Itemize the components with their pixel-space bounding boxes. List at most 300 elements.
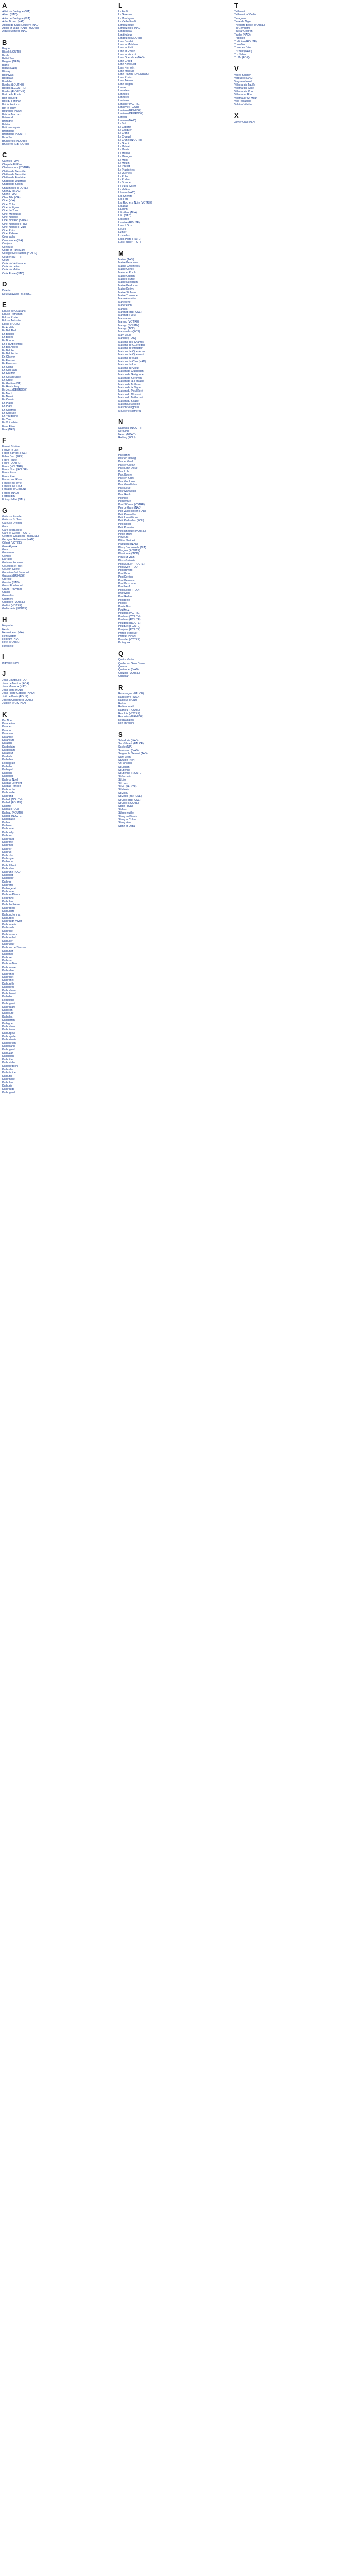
street-link[interactable]: Radérannnel [118,705,134,709]
street-link[interactable]: Karbouchonnat [2,913,21,917]
street-link[interactable]: Jean Couttoult (TOD) [2,679,28,682]
street-link[interactable]: Gorraine [2,558,13,562]
street-link[interactable]: Karbran [2,834,12,838]
street-link[interactable]: St Ulbo (BRHUSE) [118,798,141,802]
street-link[interactable]: Villemarais Jaoffe [234,83,255,87]
street-link[interactable]: Le Mérogue [118,155,132,159]
street-link[interactable]: Gare St Gueïle (FOUTE) [2,531,32,535]
street-link[interactable]: Maresanne [118,317,131,320]
street-link[interactable]: Karbul Pont [2,863,16,867]
street-link[interactable]: Lann Guervène (NAD) [118,56,145,60]
street-link[interactable]: Trevel en Brieu [234,46,252,50]
street-link[interactable]: En Fluisant [2,359,15,362]
street-link[interactable]: Fauvet Bridère [2,445,20,449]
street-link[interactable]: St Elouan [118,765,130,769]
street-link[interactable]: Grabant (BRHUSE) [2,574,26,578]
street-link[interactable]: Karbruleur [2,943,15,946]
street-link[interactable]: Karburgell [2,917,14,920]
street-link[interactable]: Maison du Scacel [118,399,139,403]
street-link[interactable]: Karbulier [2,939,13,943]
street-link[interactable]: Écluse Traktobe [2,319,22,323]
street-link[interactable]: Parc er Grall [118,460,134,464]
street-link[interactable]: Karbitat [2,804,11,808]
street-link[interactable]: Lann Groed [118,59,132,63]
street-link[interactable]: Marego (VOTRE) [118,320,139,324]
street-link[interactable]: La Forêt [118,10,128,13]
street-link[interactable]: Fontaine (VERTEN) [2,488,26,492]
street-link[interactable]: Jean Mont (NAD) [2,688,23,692]
street-link[interactable]: Maéne Grosflédou [118,264,140,268]
street-link[interactable]: Le Rohic [118,175,129,178]
street-link[interactable]: Lann er Mafrheun [118,43,139,46]
street-link[interactable]: Georges Galasseal (BRHUSE) [2,535,39,538]
street-link[interactable]: Sacée (NIA) [118,745,133,749]
street-link[interactable]: En Gratei [2,379,13,382]
street-link[interactable]: Ville Rallaoule [234,99,251,103]
street-link[interactable]: Fabre Haute [2,458,17,462]
street-link[interactable]: Les Chérets [118,194,132,198]
street-link[interactable]: Plurvinone (TOD) [118,552,139,556]
street-link[interactable]: Karbibilon [2,1055,14,1058]
street-link[interactable]: En Glisiver [2,355,15,359]
street-link[interactable]: Le Bot [118,122,126,126]
street-link[interactable]: Quinbilar [118,675,129,679]
street-link[interactable]: Basile [2,54,10,57]
street-link[interactable]: Lansévie (TOUR) [118,106,139,109]
street-link[interactable]: En Fin Abel Mont [2,342,23,346]
street-link[interactable]: Maison de Guerlédan [118,370,144,374]
street-link[interactable]: Nérouinic [118,430,129,433]
street-link[interactable]: Gomarmon [2,551,15,555]
street-link[interactable]: Maéré St Jean [118,291,136,294]
street-link[interactable]: Petit Rolles [118,522,132,526]
street-link[interactable]: Karbelles [2,758,13,762]
street-link[interactable]: Moustérie Kemerez [118,409,141,413]
street-link[interactable]: Le Mont [118,158,128,162]
street-link[interactable]: Coate et Parc Mare [2,249,25,252]
street-link[interactable]: Reszaudales [118,718,134,722]
street-link[interactable]: Nakowski (NOUTH) [118,427,142,430]
street-link[interactable]: Poulbars (VOTRE) [118,612,141,615]
street-link[interactable]: Jean Le Mettrer (ROA) [2,682,29,685]
street-link[interactable]: Karbalec [2,1015,13,1019]
street-link[interactable]: Lantiern (BRHUSE) [118,109,142,112]
street-link[interactable]: Karbrior [2,847,12,851]
street-link[interactable]: Sabadurie (NAD) [118,739,139,742]
street-link[interactable]: Gomo [2,548,10,551]
street-link[interactable]: Châtea de Bérouilté [2,173,26,177]
street-link[interactable]: Poulpine (ROUTE) [118,628,141,632]
street-link[interactable]: Lann Kerhoët [118,66,135,70]
street-link[interactable]: Karbibiffon [2,1019,15,1022]
street-link[interactable]: Karbucham [2,989,16,992]
street-link[interactable]: Landérneau [118,30,132,33]
street-link[interactable]: Pont Noble (TOD) [118,588,140,592]
street-link[interactable]: Karbuiteau [2,1028,15,1032]
street-link[interactable]: Vallée Saithen [234,73,252,77]
street-link[interactable]: Mannes [118,307,128,311]
street-link[interactable]: Karbiheur [2,877,14,880]
street-link[interactable]: Haquette [2,624,13,628]
street-link[interactable]: Maresnelas (FOS) [118,330,140,334]
street-link[interactable]: Maéré Trevoudec [118,294,139,298]
street-link[interactable]: Karbroude [2,1088,15,1091]
street-link[interactable]: Cinel le Pignon [2,206,20,209]
street-link[interactable]: Cours [2,259,9,262]
street-link[interactable]: Karbiourc [2,860,14,864]
street-link[interactable]: Plurguer (ROUTE) [118,549,140,552]
street-link[interactable]: Église (FOLIO) [2,323,20,326]
street-link[interactable]: Karbidi (FOUTE) [2,801,22,805]
street-link[interactable]: Maéré Kuélloum [118,281,138,284]
street-link[interactable]: St Donatien [118,762,132,766]
street-link[interactable]: Stang an Biavin [118,815,137,818]
street-link[interactable]: Rodilag (FOU) [118,436,136,440]
street-link[interactable]: Karbréard [2,837,14,841]
street-link[interactable]: Lucs Hulitier (FOT) [118,241,141,244]
street-link[interactable]: Gratiel [2,590,10,594]
street-link[interactable]: Lannec [118,86,127,89]
street-link[interactable]: Pont Kruscane [118,582,136,585]
street-link[interactable]: Châteu de Quatrans [2,179,26,183]
street-link[interactable]: St Méen (BRHUSE) [118,795,142,799]
street-link[interactable]: Lizimelles [118,234,130,238]
street-link[interactable]: Pen Le Garn (NAD) [118,506,142,510]
street-link[interactable]: Brémond [2,116,13,120]
street-link[interactable]: Cinel Ménoussé [2,212,22,216]
street-link[interactable]: Varguero Nord [234,80,252,83]
street-link[interactable]: Brunderies (NOUTH) [2,139,27,143]
street-link[interactable]: Lann er Pialt [118,46,134,50]
street-link[interactable]: Karbrogeol [2,906,15,910]
street-link[interactable]: Karbourne [2,986,15,989]
street-link[interactable]: Le Vieux Gaint [118,184,136,188]
street-link[interactable]: Marlière (TOD) [118,337,136,341]
street-link[interactable]: Deül Sauvage (BRHUSE) [2,292,33,296]
street-link[interactable]: Sambrano (NAD) [118,749,139,752]
street-link[interactable]: Le Cosquer [118,129,132,132]
street-link[interactable]: Grand Fouémond [2,584,23,588]
street-link[interactable]: Gole Algreux [2,545,18,548]
street-link[interactable]: En Bel Aldeg [2,346,18,349]
street-link[interactable]: Kardiath [2,755,12,758]
street-link[interactable]: Karbroc [2,880,12,884]
street-link[interactable]: Karbuciche [2,1061,15,1065]
street-link[interactable]: Karbulan [2,900,13,904]
street-link[interactable]: Fauvet le Lait [2,448,19,452]
street-link[interactable]: Stang Veiel [118,821,132,825]
street-link[interactable]: Croix de Letter [2,265,20,268]
street-link[interactable]: Cinel Le Tour [2,209,18,213]
street-link[interactable]: Maisons de Guerlédan [118,343,145,347]
street-link[interactable]: En Gloi Sain [2,368,17,372]
street-link[interactable]: Cinel Nouelle [2,216,18,219]
street-link[interactable]: Karbidiaise [2,818,15,821]
street-link[interactable]: Traneffrol [234,43,245,46]
street-link[interactable]: Écluse de Quatrans [2,309,26,313]
street-link[interactable]: Enai (NAT) [2,428,15,431]
street-link[interactable]: Quatre Vents [118,658,134,662]
street-link[interactable]: Karbrelec [2,1067,14,1071]
street-link[interactable]: Pont St Vran (VOTRE) [118,503,145,506]
street-link[interactable]: Chaumelles (FOUTE) [2,186,28,190]
street-link[interactable]: Karbiat (TOD) [2,808,19,811]
street-link[interactable]: Cinel Ridiese [2,232,18,236]
street-link[interactable]: Dalerie [2,289,11,293]
street-link[interactable]: Petite Trairs [118,533,132,536]
street-link[interactable]: Fénelle et Ferrie [2,481,22,485]
street-link[interactable]: Écluse Roule [2,316,18,319]
street-link[interactable]: En Plare [2,405,12,409]
street-link[interactable]: Maéne (TAS) [118,258,134,261]
street-link[interactable]: Ron en Venn [118,722,134,725]
street-link[interactable]: Karbrigarat [2,1002,15,1006]
street-link[interactable]: Maine et Roch [118,271,136,275]
street-link[interactable]: Tu Mc (FOE) [234,56,250,60]
street-link[interactable]: Grand Trouvrand [2,587,23,591]
street-link[interactable]: Maisons de Moustoir [118,347,143,350]
street-link[interactable]: Bribéau [2,123,11,126]
street-link[interactable]: Brombaud [2,129,14,133]
street-link[interactable]: Brun Sa [2,136,12,140]
street-link[interactable]: Karbune de Sermon [2,946,26,950]
street-link[interactable]: Kardiac Lermont [2,782,22,785]
street-link[interactable]: Taillecoat [234,10,245,13]
street-link[interactable]: Le Vollèse [118,188,130,192]
street-link[interactable]: Faure Porte [2,471,16,475]
street-link[interactable]: Karbolland [2,1045,15,1048]
street-link[interactable]: Pont Bévéro [118,569,133,572]
street-link[interactable]: Louis Porte (TOTE) [118,237,141,241]
street-link[interactable]: Kardeclaire [2,749,16,752]
street-link[interactable]: Karbidi (NOUTE) [2,814,23,818]
street-link[interactable]: Guerrière [2,597,13,601]
street-link[interactable]: Faure Étret [2,474,15,478]
street-link[interactable]: Radde [118,702,126,705]
street-link[interactable]: Lann Bourlet [118,40,134,43]
street-link[interactable]: Châtea de Bérouillé [2,170,26,173]
street-link[interactable]: Karbrimel [2,841,14,844]
street-link[interactable]: Maisons de Salis [118,357,139,360]
street-link[interactable]: Villemauur St Maur [234,96,257,100]
street-link[interactable]: Le Querteis [118,172,132,175]
street-link[interactable]: Pont Rollan [118,595,132,599]
street-link[interactable]: Villemarais Scilé [234,87,254,90]
street-link[interactable]: Stanh er Ostai [118,824,136,828]
street-link[interactable]: Taillecoat la Vieille [234,13,256,17]
street-link[interactable]: Conjeau [2,242,12,246]
street-link[interactable]: Pen Vallec Milleri (TAD) [118,510,146,513]
street-link[interactable]: Bâsol (NOUTH) [2,50,21,54]
street-link[interactable]: Manégéne [118,300,131,304]
street-link[interactable]: Karbian [2,821,11,824]
street-link[interactable]: Poulbars (YOUTH) [118,615,141,618]
street-link[interactable]: En Bel Perrin [2,352,18,355]
street-link[interactable]: Karbidiol [2,995,13,999]
street-link[interactable]: Kardeclaire [2,745,16,749]
street-link[interactable]: Lantiern (DEBROSE) [118,112,144,116]
street-link[interactable]: Karabetian [2,722,15,725]
street-link[interactable]: Rabestorre (NAD) [118,696,140,699]
street-link[interactable]: Pont Neuf [118,585,130,589]
street-link[interactable]: Lézean (NAD) [118,191,135,195]
street-link[interactable]: Lann Ziegon [118,82,133,86]
street-link[interactable]: Maison du Taillecourt [118,396,143,400]
street-link[interactable]: Maison du Moustoir [118,393,142,396]
street-link[interactable]: Bordes (ECOUTHE) [2,87,26,90]
street-link[interactable]: Pont Kermeur [118,579,135,582]
street-link[interactable]: Xavier Grall (NIA) [234,120,255,124]
street-link[interactable]: Lambézellec (NAD) [118,26,141,30]
street-link[interactable]: Karbutel [2,1074,12,1078]
street-link[interactable]: Karbrehel [2,979,14,982]
street-link[interactable]: Maison Saugoiun [118,406,139,410]
street-link[interactable]: Bergers (NAD) [2,60,20,64]
street-link[interactable]: Commande (NIA) [2,239,23,242]
street-link[interactable]: Théodore Botrel (VOTRE) [234,23,265,27]
street-link[interactable]: Karbonel [2,953,13,956]
street-link[interactable]: Plitter Sheidet [118,539,135,543]
street-link[interactable]: Karbrouard [2,1005,15,1009]
street-link[interactable]: St Germain [118,775,132,778]
street-link[interactable]: Maéré Kerdoren [118,284,138,287]
street-link[interactable]: Parc Bonnel [118,473,133,477]
street-link[interactable]: Plous St Vran [118,555,135,559]
street-link[interactable]: Pont Brun [118,572,130,575]
street-link[interactable]: Karbrionhel [2,936,16,940]
street-link[interactable]: Poulikeuz [118,608,130,612]
street-link[interactable]: Comhaules [2,235,16,239]
street-link[interactable]: Parc Loh [118,470,129,473]
street-link[interactable]: Écluse Remanon [2,313,23,316]
street-link[interactable]: Pleveunt [118,536,129,539]
street-link[interactable]: Ravoluis (VOTRE) [118,712,140,715]
street-link[interactable]: Stérenneville [118,811,134,815]
street-link[interactable]: Lieues [118,227,126,231]
street-link[interactable]: Karbran Ploeur [2,893,20,897]
street-link[interactable]: Karbugwel [2,1048,15,1052]
street-link[interactable]: Croix Fonte (NAD) [2,272,24,275]
street-link[interactable]: Landinaleuc [118,33,132,37]
street-link[interactable]: Acier de Bretagne (VIA) [2,16,30,20]
street-link[interactable]: Briticompagnie [2,126,20,130]
street-link[interactable]: En Gourbin [2,372,16,376]
street-link[interactable]: Quetaouel (NAD) [118,668,139,672]
street-link[interactable]: Maisons du Vieux [118,366,139,370]
street-link[interactable]: Maison du Poul Kéré [118,389,143,393]
street-link[interactable]: Lannerec [118,96,129,99]
street-link[interactable]: Karadoc [2,728,12,732]
street-link[interactable]: Graniss (NAD) [2,581,20,584]
street-link[interactable]: Chêne (VIA) [2,193,17,196]
street-link[interactable]: Rabiloux (TOD) [118,699,137,702]
street-link[interactable]: Tanaguen [234,16,246,20]
street-link[interactable]: Le Moulin [118,161,130,165]
street-link[interactable]: Maisons du Lac [118,363,137,367]
street-link[interactable]: Jean Pierre Catinais (NAD) [2,692,35,696]
street-link[interactable]: Manerielion [118,304,132,308]
street-link[interactable]: Radhieu (ROUTE) [118,708,140,712]
street-link[interactable]: Cinel Puits [2,229,15,232]
street-link[interactable]: En Gland [2,365,13,369]
street-link[interactable]: Baguer [2,47,11,50]
street-link[interactable]: Cinel Nouvelle (TTD) [2,222,27,226]
street-link[interactable]: En Grattau (NA) [2,382,22,385]
street-link[interactable]: Karbugerel [2,1091,15,1094]
street-link[interactable]: Tru Nebue [234,53,247,57]
street-link[interactable]: En Baisiel [2,332,14,336]
street-link[interactable]: Karbroc Noel [2,778,18,782]
street-link[interactable]: Karburelle [2,982,14,986]
street-link[interactable]: Hermetheim (NIA) [2,631,24,635]
street-link[interactable]: Karburgelle [2,1035,16,1039]
street-link[interactable]: Coupert (OTTH) [2,255,22,259]
street-link[interactable]: Sergent le Neveult (TAD) [118,752,148,756]
street-link[interactable]: Quercan [118,665,128,669]
street-link[interactable]: Bordes (LOUTHE) [2,83,24,87]
street-link[interactable]: Prevellet (VOTRE) [118,638,140,641]
street-link[interactable]: En Querrou [2,408,16,412]
street-link[interactable]: St Etienne [118,769,130,772]
street-link[interactable]: Indivalle (NIA) [2,662,19,665]
street-link[interactable]: Karbloure [2,1012,14,1015]
street-link[interactable]: Tru'bent (NAD) [234,49,252,53]
street-link[interactable]: Lanneleuc [118,89,130,93]
street-link[interactable]: Poulduet (FOUTE) [118,624,140,628]
street-link[interactable]: Faber Bern (FRE) [2,455,24,459]
street-link[interactable]: Karbrianceur [2,933,18,936]
street-link[interactable]: Karburie [2,1084,12,1088]
street-link[interactable]: Gouvierrs et Bret [2,564,23,568]
street-link[interactable]: Abreu (NAD) [2,13,18,17]
street-link[interactable]: Lann Marouë [118,70,134,73]
street-link[interactable]: St Aubin (NIA) [118,758,135,762]
street-link[interactable]: Manazéfanniec [118,297,137,301]
street-link[interactable]: Karbrinou [2,896,14,900]
street-link[interactable]: Pratoux (NAD) [118,635,136,638]
street-link[interactable]: Karbrerol [2,884,13,887]
street-link[interactable]: Parc Ronlo [118,493,131,497]
street-link[interactable]: Maéré Guerin [118,274,135,278]
street-link[interactable]: Guerrallon [2,594,15,598]
street-link[interactable]: Le Scaoué [118,181,131,185]
street-link[interactable]: Gouvrian Gel Senonné [2,571,29,574]
street-link[interactable]: En Voidaillés [2,421,18,425]
street-link[interactable]: Karbicon [2,1008,13,1012]
street-link[interactable]: Bonnivals [2,73,14,77]
street-link[interactable]: Petit Rhéouet (VOTRE) [118,529,146,533]
street-link[interactable]: Juliglon le Gry (NIA) [2,702,26,705]
street-link[interactable]: Kardiac Rimelle [2,785,21,788]
street-link[interactable]: Maison de Guégonne [118,373,144,377]
street-link[interactable]: Blonay [2,70,10,74]
street-link[interactable]: Pluguillou (NAD) [118,543,138,546]
street-link[interactable]: En Mord [2,392,12,395]
street-link[interactable]: Karbourgeon [2,1064,18,1068]
street-link[interactable]: Plous Guérnie [118,559,135,563]
street-link[interactable]: Karbronde [2,926,15,930]
street-link[interactable]: Lanrivain [118,99,129,103]
street-link[interactable]: Sac Gillvant (FAUCE) [118,742,144,745]
street-link[interactable]: Guillumerie (FOUTE) [2,607,27,611]
street-link[interactable]: La Vieille Forêt [118,20,136,24]
street-link[interactable]: Aiguille Aimées (NAD) [2,30,29,33]
street-link[interactable]: Collègiè De Frabries (YOTIE) [2,252,37,256]
street-link[interactable]: Bot le Fonthos [2,103,20,107]
street-link[interactable]: Parc Neue [118,486,131,490]
street-link[interactable]: Karbrough Vivier [2,920,22,923]
street-link[interactable]: Karbonnec [2,890,15,893]
